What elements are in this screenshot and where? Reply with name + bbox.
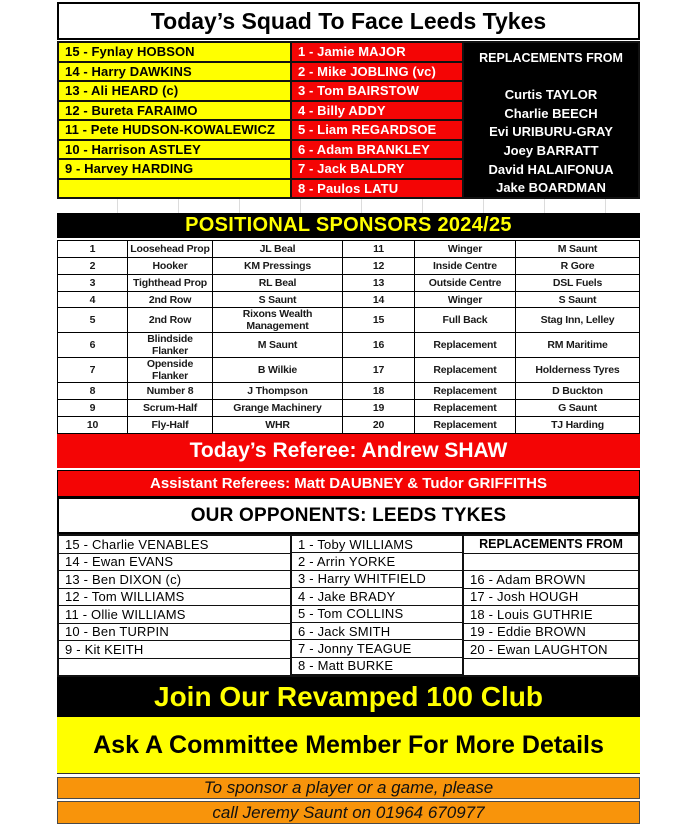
home-replacements-header: REPLACEMENTS FROM — [479, 51, 623, 65]
sponsor-shirt-number: 6 — [58, 333, 128, 357]
opponent-back-row: 15 - Charlie VENABLES — [59, 536, 290, 554]
opponent-forward-row: 2 - Arrin YORKE — [292, 553, 462, 570]
sponsor-position: Scrum-Half — [128, 400, 213, 416]
sponsor-shirt-number: 14 — [343, 292, 415, 308]
home-replacement-row: Joey BARRATT — [503, 142, 599, 158]
opponent-replacement-row: 17 - Josh HOUGH — [464, 589, 638, 607]
sponsor-name: Stag Inn, Lelley — [540, 314, 615, 327]
opponent-replacement-row: 18 - Louis GUTHRIE — [464, 606, 638, 624]
sponsor-shirt-number: 18 — [343, 383, 415, 399]
home-replacements-column — [462, 43, 638, 197]
sponsor-position: Replacement — [415, 400, 516, 416]
sponsor-name: Grange Machinery — [213, 400, 343, 416]
home-forward-row: 8 - Paulos LATU — [292, 180, 462, 198]
home-back-row: 15 - Fynlay HOBSON — [59, 43, 290, 63]
opponent-back-row: 9 - Kit KEITH — [59, 641, 290, 659]
sponsor-contact-line-1: To sponsor a player or a game, please — [57, 777, 640, 799]
sponsor-row — [58, 383, 639, 400]
opponent-back-row: 11 - Ollie WILLIAMS — [59, 606, 290, 624]
home-forward-row: 7 - Jack BALDRY — [292, 160, 462, 180]
sponsor-shirt-number: 16 — [343, 333, 415, 357]
home-replacement-row: David HALAIFONUA — [488, 161, 614, 177]
sponsor-shirt-number: 2 — [58, 258, 128, 274]
sponsor-name: TJ Harding — [551, 419, 604, 432]
spacer — [464, 554, 638, 572]
sponsor-shirt-number: 10 — [58, 417, 128, 433]
sponsor-position: Replacement — [415, 333, 516, 357]
home-forwards-column — [290, 43, 462, 197]
sponsor-name: Rixons Wealth Management — [213, 308, 343, 332]
sponsor-row — [58, 358, 639, 383]
sponsor-position: Openside Flanker — [128, 358, 213, 382]
sponsor-position: Full Back — [415, 308, 516, 332]
sponsor-shirt-number: 12 — [343, 258, 415, 274]
sponsor-name: KM Pressings — [213, 258, 343, 274]
sponsors-header: POSITIONAL SPONSORS 2024/25 — [57, 213, 640, 238]
home-replacement-row: Jake BOARDMAN — [496, 180, 606, 196]
opponents-header: OUR OPPONENTS: LEEDS TYKES — [57, 497, 640, 534]
spacer — [464, 659, 638, 676]
home-forward-row: 3 - Tom BAIRSTOW — [292, 82, 462, 102]
spacer — [464, 69, 638, 85]
home-back-row: 10 - Harrison ASTLEY — [59, 141, 290, 161]
sponsor-shirt-number: 4 — [58, 292, 128, 308]
sponsor-row — [58, 308, 639, 333]
sponsor-row — [58, 292, 639, 309]
opponent-forward-row: 8 - Matt BURKE — [292, 658, 462, 675]
referee-banner: Today’s Referee: Andrew SHAW — [57, 434, 640, 468]
sponsor-name: G Saunt — [558, 402, 597, 415]
sponsor-row — [58, 241, 639, 258]
sponsor-position: 2nd Row — [128, 308, 213, 332]
home-back-row: 11 - Pete HUDSON-KOWALEWICZ — [59, 121, 290, 141]
sponsors-table — [57, 240, 640, 434]
sponsor-shirt-number: 13 — [343, 275, 415, 291]
opponent-back-row: 14 - Ewan EVANS — [59, 554, 290, 572]
home-forward-row: 2 - Mike JOBLING (vc) — [292, 63, 462, 83]
opponent-back-row: 12 - Tom WILLIAMS — [59, 589, 290, 607]
sponsor-name: R Gore — [560, 259, 595, 272]
committee-banner: Ask A Committee Member For More Details — [57, 717, 640, 774]
home-squad-table — [57, 41, 640, 199]
opponent-forward-row: 3 - Harry WHITFIELD — [292, 571, 462, 588]
sponsor-name: Holderness Tyres — [535, 364, 620, 377]
sponsor-shirt-number: 7 — [58, 358, 128, 382]
home-back-row: 13 - Ali HEARD (c) — [59, 82, 290, 102]
sponsor-shirt-number: 20 — [343, 417, 415, 433]
sponsor-shirt-number: 1 — [58, 241, 128, 257]
home-back-row: 9 - Harvey HARDING — [59, 160, 290, 180]
sponsor-position: Winger — [415, 241, 516, 257]
home-replacement-row: Curtis TAYLOR — [504, 86, 598, 102]
opponent-replacement-row: 20 - Ewan LAUGHTON — [464, 641, 638, 659]
sponsor-shirt-number: 11 — [343, 241, 415, 257]
opponents-replacements-column — [462, 536, 638, 675]
home-replacement-row: Evi URIBURU-GRAY — [489, 124, 613, 140]
assistant-referees-banner: Assistant Referees: Matt DAUBNEY & Tudor GRIFFITHS — [57, 470, 640, 497]
page-title: Today’s Squad To Face Leeds Tykes — [57, 2, 640, 40]
sponsor-name: JL Beal — [213, 241, 343, 257]
sponsor-position: Tighthead Prop — [128, 275, 213, 291]
sponsor-position: Inside Centre — [415, 258, 516, 274]
sponsor-row — [58, 417, 639, 433]
sponsor-position: Number 8 — [128, 383, 213, 399]
home-forward-row: 5 - Liam REGARDSOE — [292, 121, 462, 141]
opponent-back-row: 10 - Ben TURPIN — [59, 624, 290, 642]
opponent-back-row: 13 - Ben DIXON (c) — [59, 571, 290, 589]
opponents-backs-column — [59, 536, 290, 675]
home-forward-row: 4 - Billy ADDY — [292, 102, 462, 122]
sponsor-position: Outside Centre — [415, 275, 516, 291]
sponsor-shirt-number: 17 — [343, 358, 415, 382]
sponsor-shirt-number: 5 — [58, 308, 128, 332]
home-backs-column — [59, 43, 290, 197]
opponent-forward-row: 5 - Tom COLLINS — [292, 606, 462, 623]
sponsor-name: S Saunt — [213, 292, 343, 308]
sponsor-position: Replacement — [415, 383, 516, 399]
sponsor-contact-line-2: call Jeremy Saunt on 01964 670977 — [57, 801, 640, 824]
sponsor-shirt-number: 9 — [58, 400, 128, 416]
sponsor-position: Hooker — [128, 258, 213, 274]
sponsor-name: WHR — [213, 417, 343, 433]
opponents-replacements-header: REPLACEMENTS FROM — [464, 536, 638, 554]
sponsor-row — [58, 400, 639, 417]
sponsor-position: Fly-Half — [128, 417, 213, 433]
sponsor-position: Replacement — [415, 417, 516, 433]
sponsor-shirt-number: 15 — [343, 308, 415, 332]
sponsor-position: 2nd Row — [128, 292, 213, 308]
opponents-squad-table — [57, 534, 640, 677]
opponent-replacement-row: 16 - Adam BROWN — [464, 571, 638, 589]
sponsor-shirt-number: 8 — [58, 383, 128, 399]
opponent-forward-row: 4 - Jake BRADY — [292, 588, 462, 605]
home-back-row-empty — [59, 180, 290, 198]
sponsor-position: Replacement — [415, 358, 516, 382]
sponsor-name: M Saunt — [213, 333, 343, 357]
home-forward-row: 1 - Jamie MAJOR — [292, 43, 462, 63]
home-back-row: 12 - Bureta FARAIMO — [59, 102, 290, 122]
sponsor-name: DSL Fuels — [552, 276, 603, 289]
spreadsheet-gridlines — [57, 199, 640, 213]
sponsor-shirt-number: 3 — [58, 275, 128, 291]
hundred-club-banner: Join Our Revamped 100 Club — [57, 677, 640, 717]
sponsor-name: B Wilkie — [213, 358, 343, 382]
sponsor-name: J Thompson — [213, 383, 343, 399]
sponsor-position: Winger — [415, 292, 516, 308]
opponent-back-row-empty — [59, 659, 290, 676]
sponsor-row — [58, 258, 639, 275]
sponsor-name: RL Beal — [213, 275, 343, 291]
home-replacement-row: Charlie BEECH — [504, 105, 598, 121]
sponsor-position: Loosehead Prop — [128, 241, 213, 257]
sponsor-position: Blindside Flanker — [128, 333, 213, 357]
sponsor-name: D Buckton — [552, 385, 603, 398]
sponsor-name: RM Maritime — [547, 339, 608, 352]
opponents-forwards-column — [290, 536, 462, 675]
home-forward-row: 6 - Adam BRANKLEY — [292, 141, 462, 161]
sponsor-row — [58, 275, 639, 292]
sponsor-name: S Saunt — [558, 293, 597, 306]
home-back-row: 14 - Harry DAWKINS — [59, 63, 290, 83]
opponent-forward-row: 6 - Jack SMITH — [292, 623, 462, 640]
sponsor-row — [58, 333, 639, 358]
opponent-replacement-row: 19 - Eddie BROWN — [464, 624, 638, 642]
opponent-forward-row: 1 - Toby WILLIAMS — [292, 536, 462, 553]
sponsor-shirt-number: 19 — [343, 400, 415, 416]
opponent-forward-row: 7 - Jonny TEAGUE — [292, 640, 462, 657]
sponsor-name: M Saunt — [557, 242, 598, 255]
